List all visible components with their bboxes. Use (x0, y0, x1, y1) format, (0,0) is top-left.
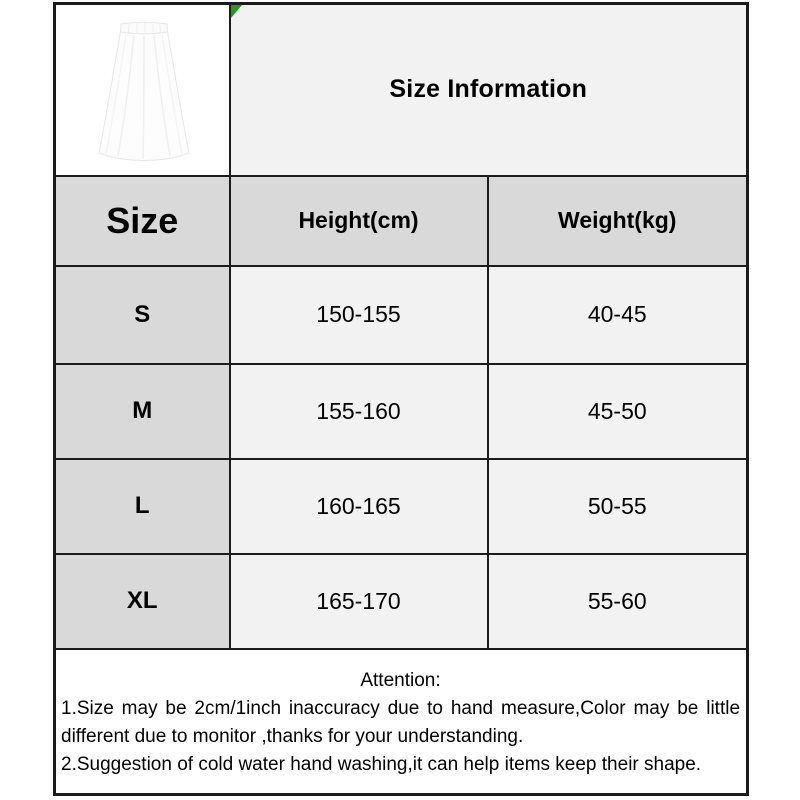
weight-value: 50-55 (488, 459, 748, 554)
weight-value: 45-50 (488, 364, 748, 459)
height-value: 165-170 (230, 554, 488, 649)
column-header-weight: Weight(kg) (488, 176, 748, 266)
height-value: 155-160 (230, 364, 488, 459)
green-corner-marker-icon (231, 5, 242, 18)
column-header-height: Height(cm) (230, 176, 488, 266)
size-label: M (55, 364, 230, 459)
table-row-l (55, 459, 748, 554)
page-title: Size Information (389, 75, 588, 104)
attention-row (55, 649, 748, 795)
table-header-row (55, 176, 748, 266)
size-information-title-cell (230, 4, 748, 176)
attention-note-2: 2.Suggestion of cold water hand washing,it can help items keep their shape. (61, 753, 702, 775)
weight-value: 55-60 (488, 554, 748, 649)
weight-value: 40-45 (488, 266, 748, 364)
product-image-cell (55, 4, 230, 176)
product-image (56, 6, 227, 174)
table-row-m (55, 364, 748, 459)
size-label: XL (55, 554, 230, 649)
size-label: L (55, 459, 230, 554)
attention-section (55, 649, 748, 795)
attention-heading: Attention: (360, 669, 441, 691)
table-row-s (55, 266, 748, 364)
column-header-size: Size (55, 176, 230, 266)
table-row-xl (55, 554, 748, 649)
height-value: 150-155 (230, 266, 488, 364)
attention-note-1: 1.Size may be 2cm/1inch inaccuracy due to hand measure,Color may be little different due to monitor ,thanks for your understanding. (61, 697, 741, 747)
size-information-table (53, 2, 749, 796)
white-skirt-illustration (56, 6, 227, 174)
height-value: 160-165 (230, 459, 488, 554)
top-row (55, 4, 748, 176)
size-label: S (55, 266, 230, 364)
